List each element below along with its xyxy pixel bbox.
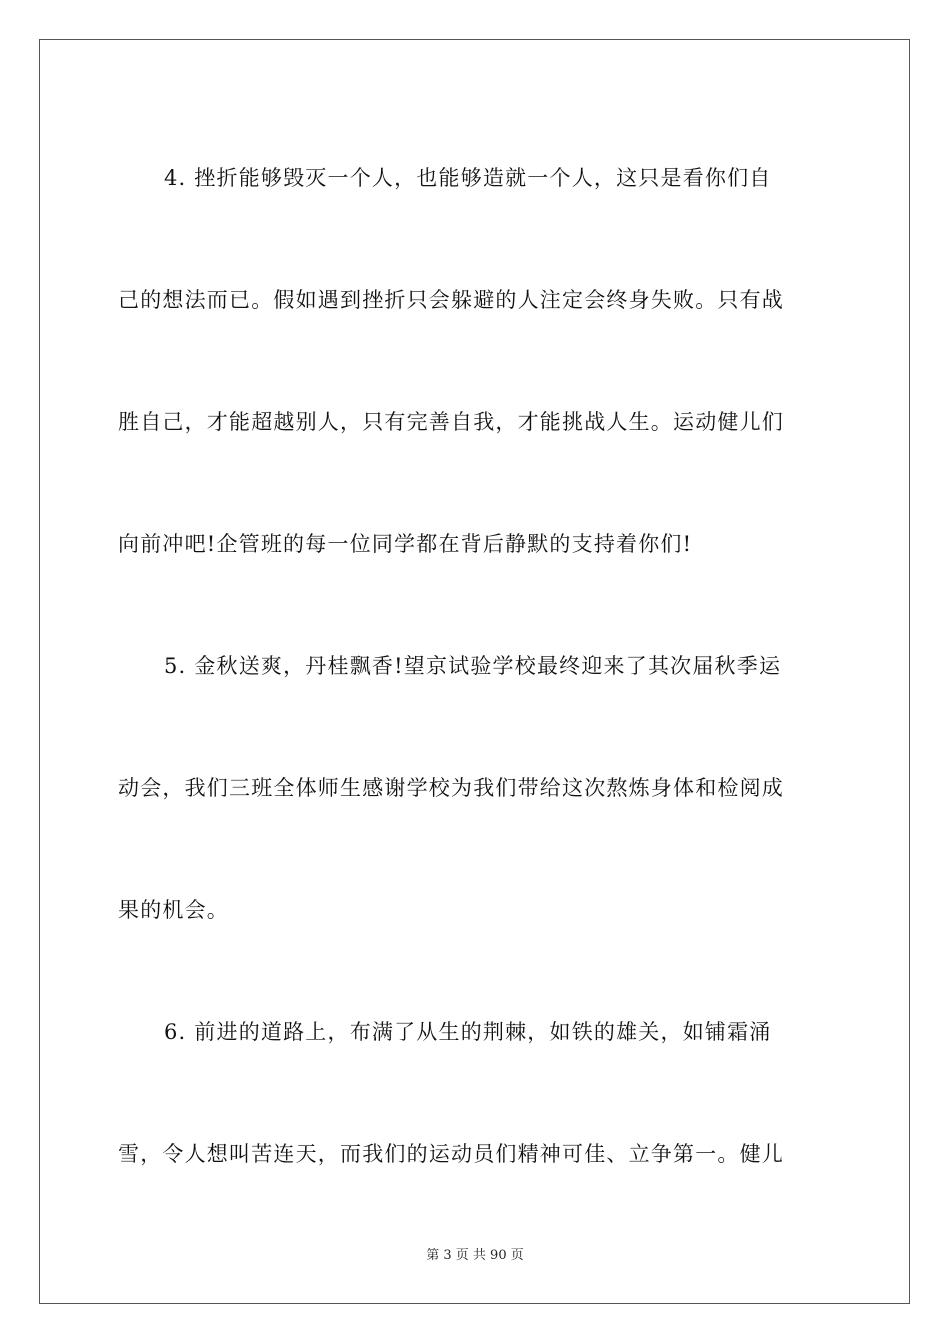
paragraph-4 (118, 116, 832, 606)
text-line: 5. 金秋送爽，丹桂飘香!望京试验学校最终迎来了其次届秋季运 (164, 654, 782, 678)
text-line: 己的想法而已。假如遇到挫折只会躲避的人注定会终身失败。只有战 (118, 288, 784, 312)
document-body (118, 118, 832, 1216)
paragraph-6 (118, 970, 832, 1216)
paragraph-5 (118, 604, 832, 972)
page-number-footer: 第 3 页 共 90 页 (426, 1248, 524, 1263)
text-line: 向前冲吧!企管班的每一位同学都在背后静默的支持着你们! (118, 532, 693, 556)
text-line: 果的机会。 (118, 898, 229, 922)
text-line: 6. 前进的道路上，布满了从生的荆棘，如铁的雄关，如铺霜涌 (164, 1020, 772, 1044)
text-line: 4. 挫折能够毁灭一个人，也能够造就一个人，这只是看你们自 (164, 166, 772, 190)
text-line: 动会，我们三班全体师生感谢学校为我们带给这次熬炼身体和检阅成 (118, 776, 784, 800)
text-line: 雪，令人想叫苦连天，而我们的运动员们精神可佳、立争第一。健儿 (118, 1142, 784, 1166)
text-line: 胜自己，才能超越别人，只有完善自我，才能挑战人生。运动健儿们 (118, 410, 784, 434)
